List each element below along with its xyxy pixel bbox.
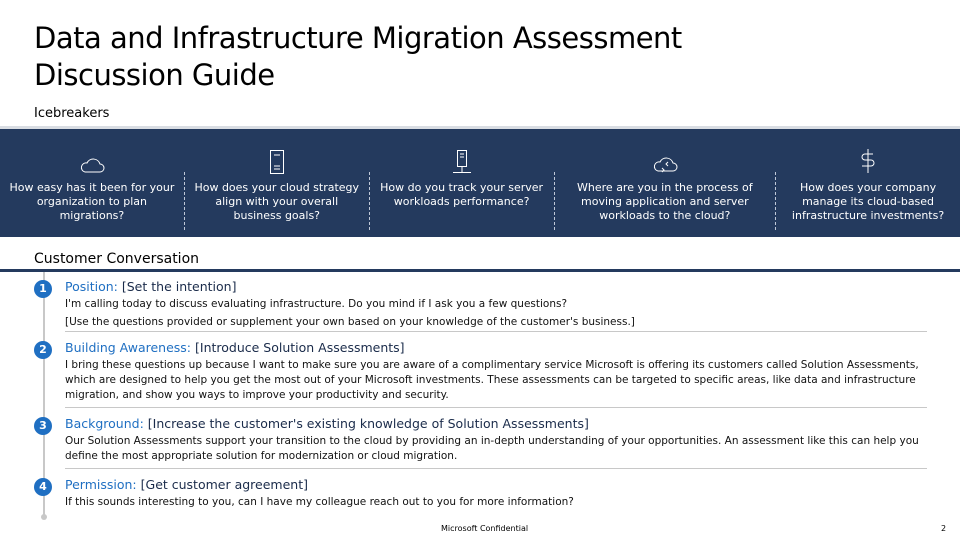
conversation-heading: Customer Conversation <box>34 251 200 267</box>
step-body: If this sounds interesting to you, can I have my colleague reach out to you for more information? <box>65 496 574 508</box>
step-heading <box>65 477 308 492</box>
divider <box>65 407 927 408</box>
title-line-2: Discussion Guide <box>34 58 275 92</box>
icebreaker-1 <box>0 129 184 237</box>
cloud-sync-icon <box>650 135 680 175</box>
step-body: Our Solution Assessments support your transition to the cloud by providing an in-depth understanding of your opportunities. An assessment like this can help you define the most appropriate solution for modernization or cloud migration. <box>65 435 919 462</box>
step-bracket: [Introduce Solution Assessments] <box>195 340 405 355</box>
step-bracket: [Set the intention] <box>121 279 237 294</box>
page-title <box>34 20 682 94</box>
step-heading <box>65 340 405 355</box>
icebreaker-question: Where are you in the process of moving application and server workloads to the cloud? <box>577 181 753 222</box>
step-number-badge: 4 <box>34 478 52 496</box>
step-line: I'm calling today to discuss evaluating infrastructure. Do you mind if I ask you a few questions? <box>65 298 568 310</box>
step-bracket: [Increase the customer's existing knowledge of Solution Assessments] <box>147 416 589 431</box>
icebreaker-5 <box>776 129 960 237</box>
icebreaker-4 <box>555 129 776 237</box>
page-number: 2 <box>941 524 947 533</box>
title-line-1: Data and Infrastructure Migration Assessment <box>34 21 682 55</box>
server-icon <box>269 135 285 175</box>
step-body: I bring these questions up because I want to make sure you are aware of a complimentary service Microsoft is offering its customers called Solution Assessments, which are designed to help you get the most out of your Microsoft investments. These assessments can be targeted to specific areas, like data and infrastructure migration, and show you ways to improve your productivity and security. <box>65 359 919 401</box>
icebreaker-question: How does your company manage its cloud-based infrastructure investments? <box>791 181 945 222</box>
step-heading <box>65 279 236 294</box>
icebreakers-band <box>0 129 960 237</box>
step-body <box>65 297 930 330</box>
icebreaker-question: How easy has it been for your organization to plan migrations? <box>9 181 175 222</box>
icebreaker-2 <box>185 129 369 237</box>
divider <box>65 331 927 332</box>
server-monitor-icon <box>451 135 473 175</box>
step-heading <box>65 416 589 431</box>
step-number-badge: 1 <box>34 280 52 298</box>
step-line: [Use the questions provided or supplement your own based on your knowledge of the customer's business.] <box>65 316 635 328</box>
icebreaker-3 <box>370 129 554 237</box>
divider <box>65 468 927 469</box>
dollar-icon <box>860 135 876 175</box>
divider <box>0 269 960 272</box>
step-label: Building Awareness: <box>65 340 192 355</box>
confidential-label: Microsoft Confidential <box>441 524 529 533</box>
step-label: Background: <box>65 416 144 431</box>
icebreaker-question: How does your cloud strategy align with your overall business goals? <box>194 181 360 222</box>
icebreaker-question: How do you track your server workloads performance? <box>380 181 544 208</box>
step-number-badge: 2 <box>34 341 52 359</box>
step-bracket: [Get customer agreement] <box>140 477 308 492</box>
step-label: Position: <box>65 279 118 294</box>
timeline-end-dot <box>41 514 47 520</box>
step-label: Permission: <box>65 477 137 492</box>
step-number-badge: 3 <box>34 417 52 435</box>
icebreakers-heading: Icebreakers <box>34 106 110 121</box>
cloud-icon <box>78 135 106 175</box>
